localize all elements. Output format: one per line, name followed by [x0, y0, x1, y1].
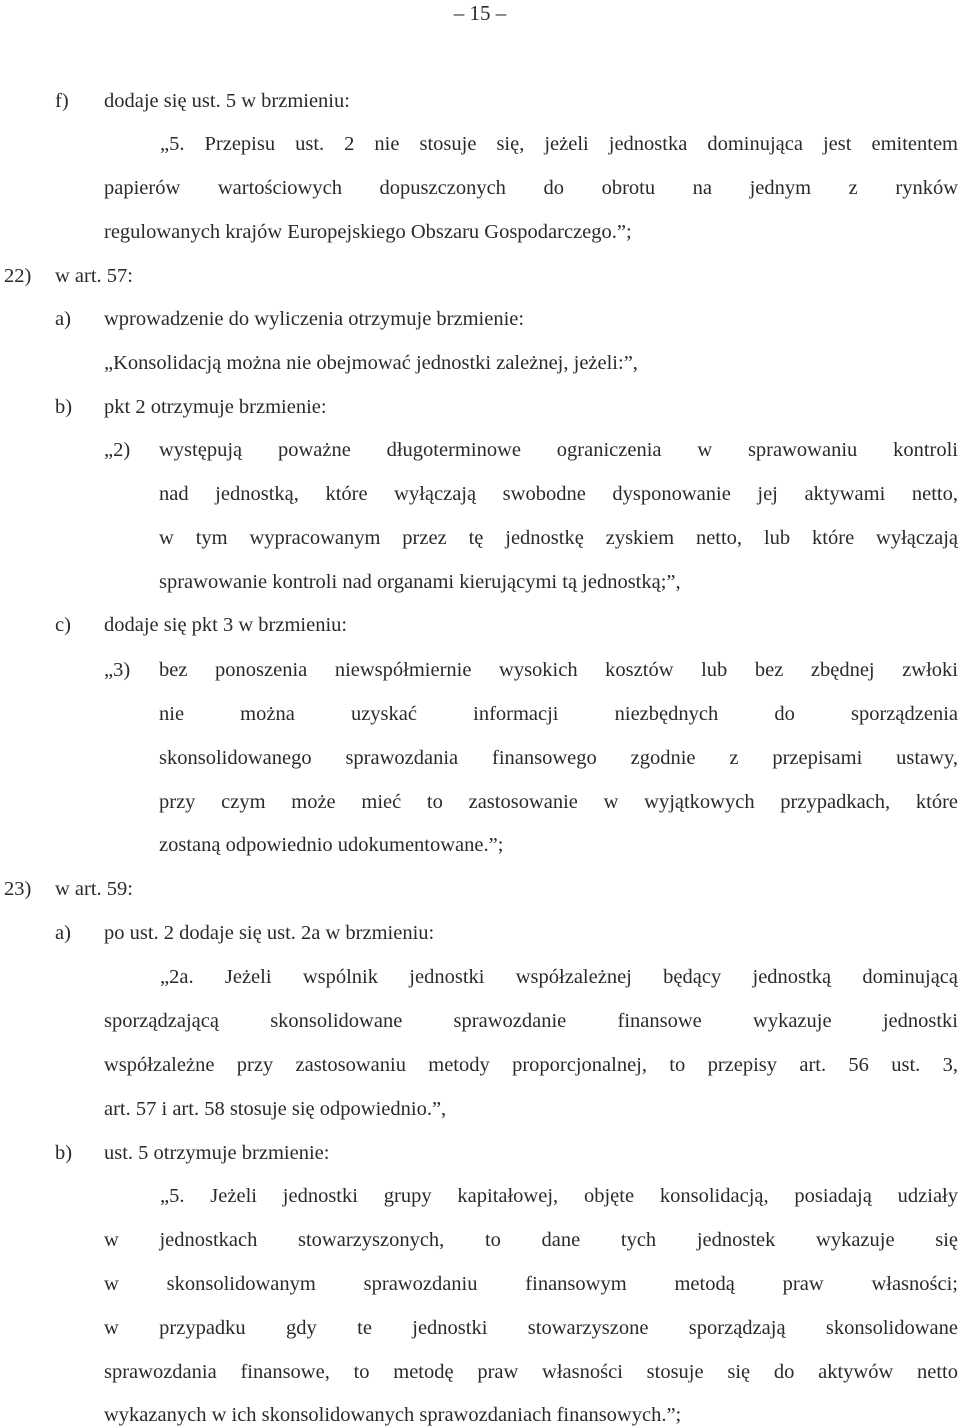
letter-text-c: dodaje się pkt 3 w brzmieniu: [104, 614, 348, 636]
quote-point-label: „3) [104, 659, 131, 681]
letter-label-a: a) [55, 308, 71, 330]
quote-line: w skonsolidowanym sprawozdaniu finansowym metodą praw własności; [104, 1273, 958, 1295]
quote-line: skonsolidowanego sprawozdania finansowego zgodnie z przepisami ustawy, [159, 747, 958, 769]
quote-line: współzależne przy zastosowaniu metody proporcjonalnej, to przepisy art. 56 ust. 3, [104, 1054, 958, 1076]
letter-label-b: b) [55, 1142, 73, 1164]
point-label-23: 23) [4, 878, 32, 900]
point-text-23: w art. 59: [55, 878, 133, 900]
quote-line: nad jednostką, które wyłączają swobodne dysponowanie jej aktywami netto, [159, 483, 958, 505]
quote-line: występują poważne długoterminowe ograniczenia w sprawowaniu kontroli [159, 439, 958, 461]
letter-text-b: ust. 5 otrzymuje brzmienie: [104, 1142, 330, 1164]
point-label-22: 22) [4, 265, 32, 287]
item-label-f: f) [55, 90, 69, 112]
quote-line: sprawozdania finansowe, to metodę praw własności stosuje się do aktywów netto [104, 1361, 958, 1383]
quote-line: regulowanych krajów Europejskiego Obszaru Gospodarczego.”; [104, 221, 632, 243]
letter-label-a: a) [55, 922, 71, 944]
quote-line: papierów wartościowych dopuszczonych do obrotu na jednym z rynków [104, 177, 958, 199]
quote-line: art. 57 i art. 58 stosuje się odpowiednio.”, [104, 1098, 447, 1120]
point-text-22: w art. 57: [55, 265, 133, 287]
quote-line: zostaną odpowiednio udokumentowane.”; [159, 834, 504, 856]
letter-label-b: b) [55, 396, 73, 418]
quote-line: nie można uzyskać informacji niezbędnych do sporządzenia [159, 703, 958, 725]
quote-line: „5. Przepisu ust. 2 nie stosuje się, jeżeli jednostka dominująca jest emitentem [160, 133, 958, 155]
quote-line: w przypadku gdy te jednostki stowarzyszone sporządzają skonsolidowane [104, 1317, 958, 1339]
quote-line: w jednostkach stowarzyszonych, to dane tych jednostek wykazuje się [104, 1229, 958, 1251]
quote-line: „Konsolidacją można nie obejmować jednostki zależnej, jeżeli:”, [104, 352, 638, 374]
quote-line: „2a. Jeżeli wspólnik jednostki współzależnej będący jednostką dominującą [160, 966, 958, 988]
quote-line: bez ponoszenia niewspółmiernie wysokich kosztów lub bez zbędnej zwłoki [159, 659, 958, 681]
quote-line: sprawowanie kontroli nad organami kierującymi tą jednostką;”, [159, 571, 681, 593]
quote-line: „5. Jeżeli jednostki grupy kapitałowej, objęte konsolidacją, posiadają udziały [160, 1185, 958, 1207]
quote-line: wykazanych w ich skonsolidowanych sprawozdaniach finansowych.”; [104, 1404, 682, 1426]
quote-line: w tym wypracowanym przez tę jednostkę zyskiem netto, lub które wyłączają [159, 527, 958, 549]
quote-line: sporządzającą skonsolidowane sprawozdanie finansowe wykazuje jednostki [104, 1010, 958, 1032]
letter-text-a: wprowadzenie do wyliczenia otrzymuje brzmienie: [104, 308, 525, 330]
quote-line: przy czym może mieć to zastosowanie w wyjątkowych przypadkach, które [159, 791, 958, 813]
letter-text-a: po ust. 2 dodaje się ust. 2a w brzmieniu: [104, 922, 435, 944]
page-number: – 15 – [453, 1, 507, 25]
letter-label-c: c) [55, 614, 71, 636]
quote-point-label: „2) [104, 439, 131, 461]
item-text-f: dodaje się ust. 5 w brzmieniu: [104, 90, 350, 112]
letter-text-b: pkt 2 otrzymuje brzmienie: [104, 396, 327, 418]
